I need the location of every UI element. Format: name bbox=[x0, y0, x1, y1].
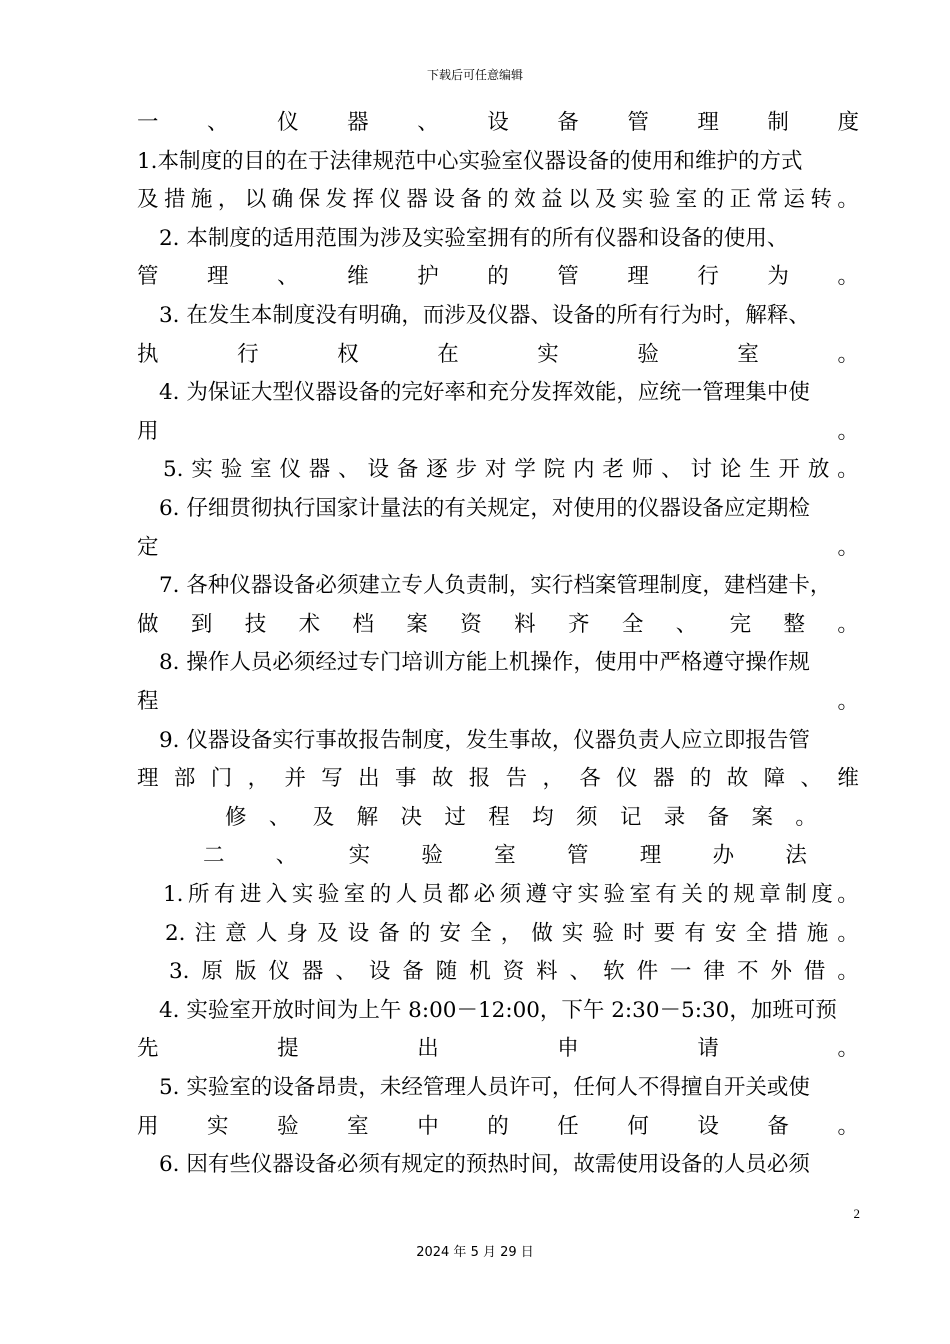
glyph: 术 bbox=[298, 611, 321, 637]
glyph: 。 bbox=[837, 959, 859, 985]
glyph: 、 bbox=[569, 959, 592, 985]
glyph: ， bbox=[217, 187, 240, 213]
glyph: 、 bbox=[207, 110, 229, 135]
text-line bbox=[137, 340, 859, 370]
glyph: 备 bbox=[707, 804, 730, 830]
glyph: 全 bbox=[745, 920, 768, 946]
glyph: 要 bbox=[653, 920, 676, 946]
glyph: 、 bbox=[338, 457, 360, 483]
glyph: 权 bbox=[337, 341, 359, 367]
glyph: 时 bbox=[623, 920, 645, 946]
glyph: 资 bbox=[502, 959, 525, 985]
glyph: 章 bbox=[759, 882, 781, 907]
glyph: 讨 bbox=[690, 457, 712, 483]
glyph: 律 bbox=[703, 959, 726, 985]
text-line bbox=[203, 841, 807, 871]
glyph: 用 bbox=[137, 418, 159, 444]
glyph: 的 bbox=[487, 187, 509, 213]
glyph: 提 bbox=[277, 1036, 299, 1062]
glyph: 。 bbox=[837, 418, 859, 444]
glyph: 。 bbox=[837, 920, 859, 946]
glyph: 关 bbox=[681, 882, 703, 907]
glyph: 学 bbox=[514, 457, 536, 483]
glyph: 验 bbox=[421, 843, 443, 869]
glyph: 管 bbox=[627, 110, 649, 135]
text-line: 6. 仔细贯彻执行国家计量法的有关规定，对使用的仪器设备应定期检 bbox=[159, 496, 810, 521]
glyph: 备 bbox=[557, 110, 579, 135]
glyph: 理 bbox=[639, 843, 662, 869]
glyph: 实 bbox=[621, 187, 644, 213]
glyph: 。 bbox=[837, 264, 859, 290]
glyph: 必 bbox=[473, 882, 496, 907]
glyph: 出 bbox=[417, 1036, 439, 1062]
glyph: 软 bbox=[603, 959, 625, 985]
glyph: 验 bbox=[648, 187, 671, 213]
glyph: 员 bbox=[421, 882, 444, 907]
glyph: 设 bbox=[368, 959, 391, 985]
glyph: 备 bbox=[402, 959, 424, 985]
page-number: 2 bbox=[853, 1206, 860, 1221]
glyph: 、 bbox=[268, 804, 291, 830]
glyph: 实 bbox=[577, 882, 600, 907]
glyph: 设 bbox=[347, 920, 370, 946]
glyph: 室 bbox=[250, 457, 272, 483]
glyph: 修 bbox=[225, 804, 247, 830]
glyph: 、 bbox=[800, 766, 822, 792]
glyph: 转 bbox=[810, 187, 832, 213]
glyph: 及 bbox=[312, 804, 335, 830]
glyph: 人 bbox=[255, 920, 278, 946]
glyph: 室 bbox=[737, 341, 759, 367]
glyph: 验 bbox=[603, 882, 625, 907]
glyph: 原 bbox=[201, 959, 223, 985]
page-footer-date: 2024 年 5 月 29 日 bbox=[416, 1245, 534, 1260]
glyph: 内 bbox=[573, 457, 595, 483]
glyph: 所 bbox=[187, 882, 210, 907]
text-line: 3. 在发生本制度没有明确，而涉及仪器、设备的所有行为时，解释、 bbox=[159, 303, 810, 328]
glyph: 先 bbox=[137, 1036, 159, 1062]
glyph: 规 bbox=[733, 882, 755, 907]
glyph: 意 bbox=[225, 920, 247, 946]
glyph: 及 bbox=[317, 920, 339, 946]
glyph: 常 bbox=[756, 187, 779, 213]
glyph: 有 bbox=[213, 882, 236, 907]
glyph: 备 bbox=[767, 1113, 789, 1139]
glyph: 不 bbox=[736, 959, 759, 985]
glyph: 验 bbox=[637, 341, 659, 367]
glyph: 行 bbox=[697, 264, 719, 290]
glyph: 及 bbox=[594, 187, 617, 213]
glyph: 放 bbox=[807, 457, 830, 483]
glyph: 备 bbox=[460, 187, 482, 213]
text-line bbox=[137, 687, 859, 717]
glyph: 室 bbox=[629, 882, 651, 907]
glyph: 措 bbox=[163, 187, 186, 213]
text-line: 9. 仪器设备实行事故报告制度，发生事故，仪器负责人应立即报告管 bbox=[159, 727, 810, 753]
glyph: 度 bbox=[811, 882, 833, 907]
glyph: 全 bbox=[621, 611, 644, 637]
text-line: 8. 操作人员必须经过专门培训方能上机操作，使用中严格遵守操作规 bbox=[159, 650, 810, 676]
glyph: 室 bbox=[343, 882, 366, 907]
glyph: 以 bbox=[244, 187, 267, 213]
glyph: 施 bbox=[190, 187, 213, 213]
glyph: 申 bbox=[557, 1036, 579, 1062]
glyph: ， bbox=[500, 920, 523, 946]
glyph: 全 bbox=[470, 920, 492, 946]
glyph: 设 bbox=[367, 457, 390, 483]
glyph: 步 bbox=[455, 457, 478, 483]
glyph: 到 bbox=[190, 611, 213, 637]
glyph: 理 bbox=[697, 110, 719, 135]
glyph: 仪 bbox=[379, 187, 401, 213]
glyph: 守 bbox=[551, 882, 574, 907]
glyph: 整 bbox=[783, 611, 806, 637]
glyph: 对 bbox=[484, 457, 507, 483]
glyph: 。 bbox=[837, 689, 859, 714]
glyph: 。 bbox=[795, 804, 817, 830]
glyph: 的 bbox=[707, 882, 729, 907]
glyph: 用 bbox=[137, 1113, 159, 1139]
glyph: 、 bbox=[275, 843, 298, 869]
glyph: 料 bbox=[536, 959, 558, 985]
glyph: 的 bbox=[689, 766, 712, 792]
glyph: 室 bbox=[347, 1113, 369, 1139]
glyph: 的 bbox=[487, 264, 509, 290]
glyph: 验 bbox=[592, 920, 615, 946]
glyph: 记 bbox=[619, 804, 642, 830]
glyph: 院 bbox=[543, 457, 566, 483]
glyph: 并 bbox=[284, 766, 306, 792]
glyph: 做 bbox=[137, 611, 159, 637]
glyph: 入 bbox=[265, 882, 288, 907]
glyph: 故 bbox=[726, 766, 749, 792]
glyph: 一 bbox=[670, 959, 692, 985]
glyph: 、 bbox=[675, 611, 698, 637]
glyph: 理 bbox=[137, 766, 159, 792]
glyph: 法 bbox=[785, 843, 807, 869]
text-line bbox=[137, 185, 859, 215]
glyph: 任 bbox=[557, 1113, 579, 1139]
glyph: 室 bbox=[675, 187, 698, 213]
glyph: 度 bbox=[837, 110, 859, 135]
glyph: 部 bbox=[173, 766, 196, 792]
text-line bbox=[137, 533, 859, 563]
glyph: 的 bbox=[408, 920, 431, 946]
glyph: 老 bbox=[602, 457, 624, 483]
glyph: 请 bbox=[697, 1036, 719, 1062]
text-line: 2. 本制度的适用范围为涉及实验室拥有的所有仪器和设备的使用、 bbox=[159, 225, 789, 251]
glyph: 器 bbox=[301, 959, 324, 985]
glyph: 管 bbox=[566, 843, 589, 869]
text-line bbox=[225, 803, 817, 833]
glyph: 、 bbox=[661, 457, 683, 483]
text-line: 4. 实验室开放时间为上午 8:00－12:00，下午 2:30－5:30，加班可预 bbox=[159, 997, 837, 1023]
glyph: 一 bbox=[137, 110, 159, 135]
glyph: 做 bbox=[531, 920, 553, 946]
glyph: 实 bbox=[291, 882, 314, 907]
glyph: 行 bbox=[237, 341, 259, 367]
glyph: 。 bbox=[837, 341, 859, 367]
glyph: 安 bbox=[439, 920, 461, 946]
glyph: 护 bbox=[417, 264, 439, 290]
glyph: 管 bbox=[137, 264, 159, 290]
glyph: 的 bbox=[369, 882, 392, 907]
glyph: 论 bbox=[719, 457, 742, 483]
text-line: 4. 为保证大型仪器设备的完好率和充分发挥效能，应统一管理集中使 bbox=[159, 380, 810, 406]
glyph: 措 bbox=[776, 920, 798, 946]
glyph: 程 bbox=[488, 804, 510, 830]
glyph: 为 bbox=[767, 264, 789, 290]
glyph: 、 bbox=[417, 110, 439, 135]
glyph: 仪 bbox=[268, 959, 290, 985]
glyph: 发 bbox=[325, 187, 348, 213]
glyph: 实 bbox=[191, 457, 213, 483]
glyph: 验 bbox=[277, 1113, 299, 1139]
text-line: 1.本制度的目的在于法律规范中心实验室仪器设备的使用和维护的方式 bbox=[137, 148, 803, 174]
glyph: 以 bbox=[568, 187, 590, 213]
text-line bbox=[165, 919, 859, 949]
glyph: 器 bbox=[347, 110, 369, 135]
text-line bbox=[137, 1112, 859, 1142]
glyph: 运 bbox=[783, 187, 806, 213]
glyph: 遵 bbox=[525, 882, 548, 907]
glyph: 技 bbox=[244, 611, 267, 637]
glyph: 设 bbox=[433, 187, 455, 213]
glyph: 的 bbox=[702, 187, 725, 213]
glyph: 益 bbox=[541, 187, 563, 213]
glyph: 器 bbox=[653, 766, 675, 792]
glyph: 生 bbox=[749, 457, 771, 483]
text-line bbox=[169, 957, 859, 987]
glyph: 正 bbox=[729, 187, 752, 213]
glyph: 设 bbox=[487, 110, 509, 135]
glyph: 齐 bbox=[568, 611, 590, 637]
glyph: 维 bbox=[837, 766, 859, 792]
text-line: 6. 因有些仪器设备必须有规定的预热时间，故需使用设备的人员必须 bbox=[159, 1152, 810, 1178]
text-line bbox=[137, 262, 859, 292]
glyph: 、 bbox=[277, 264, 299, 290]
glyph: 制 bbox=[785, 882, 807, 907]
glyph: 须 bbox=[499, 882, 522, 907]
glyph: 二 bbox=[203, 843, 225, 869]
glyph: 仪 bbox=[616, 766, 638, 792]
text-line bbox=[163, 455, 859, 485]
text-line bbox=[137, 610, 859, 640]
glyph: 实 bbox=[537, 341, 559, 367]
glyph: 确 bbox=[271, 187, 294, 213]
glyph: 借 bbox=[803, 959, 826, 985]
glyph: 完 bbox=[729, 611, 752, 637]
glyph: 。 bbox=[837, 187, 859, 213]
glyph: 师 bbox=[631, 457, 654, 483]
glyph: 安 bbox=[714, 920, 737, 946]
glyph: 1. bbox=[163, 882, 184, 907]
glyph: 开 bbox=[778, 457, 801, 483]
glyph: 写 bbox=[321, 766, 343, 792]
text-line: 7. 各种仪器设备必须建立专人负责制，实行档案管理制度，建档建卡， bbox=[159, 573, 832, 599]
glyph: 仪 bbox=[279, 457, 301, 483]
glyph: 器 bbox=[308, 457, 331, 483]
glyph: 备 bbox=[378, 920, 400, 946]
glyph: 录 bbox=[663, 804, 686, 830]
glyph: 2. bbox=[165, 920, 186, 946]
glyph: 办 bbox=[712, 843, 735, 869]
glyph: 。 bbox=[837, 611, 859, 637]
glyph: 注 bbox=[194, 920, 217, 946]
glyph: 室 bbox=[494, 843, 516, 869]
glyph: 案 bbox=[751, 804, 774, 830]
glyph: 都 bbox=[447, 882, 470, 907]
glyph: 过 bbox=[444, 804, 466, 830]
glyph: 。 bbox=[837, 457, 859, 483]
text-line bbox=[137, 108, 859, 138]
glyph: 版 bbox=[234, 959, 257, 985]
glyph: 随 bbox=[435, 959, 458, 985]
glyph: 外 bbox=[770, 959, 792, 985]
glyph: 制 bbox=[767, 110, 789, 135]
glyph: 事 bbox=[395, 766, 417, 792]
glyph: ， bbox=[542, 766, 564, 792]
glyph: 理 bbox=[207, 264, 229, 290]
glyph: 验 bbox=[317, 882, 340, 907]
glyph: 实 bbox=[348, 843, 371, 869]
glyph: 告 bbox=[505, 766, 528, 792]
glyph: 决 bbox=[400, 804, 423, 830]
glyph: 门 bbox=[210, 766, 233, 792]
glyph: 逐 bbox=[426, 457, 448, 483]
text-line bbox=[137, 417, 859, 447]
glyph: 3. bbox=[169, 959, 190, 985]
glyph: 故 bbox=[431, 766, 454, 792]
glyph: 有 bbox=[655, 882, 677, 907]
glyph: 。 bbox=[837, 1036, 859, 1062]
glyph: 5. bbox=[163, 457, 184, 483]
glyph: 。 bbox=[837, 534, 859, 560]
glyph: 执 bbox=[137, 341, 159, 367]
glyph: 有 bbox=[684, 920, 706, 946]
glyph: 须 bbox=[576, 804, 598, 830]
glyph: 实 bbox=[207, 1113, 229, 1139]
glyph: 管 bbox=[557, 264, 579, 290]
glyph: 挥 bbox=[352, 187, 375, 213]
glyph: 解 bbox=[356, 804, 379, 830]
glyph: 机 bbox=[469, 959, 491, 985]
glyph: 身 bbox=[286, 920, 308, 946]
glyph: 件 bbox=[636, 959, 659, 985]
glyph: 理 bbox=[627, 264, 649, 290]
glyph: 均 bbox=[532, 804, 554, 830]
glyph: 出 bbox=[358, 766, 380, 792]
page-header: 下载后可任意编辑 bbox=[426, 68, 523, 82]
glyph: 程 bbox=[137, 689, 159, 714]
text-line bbox=[137, 764, 859, 794]
glyph: 维 bbox=[347, 264, 369, 290]
glyph: 各 bbox=[579, 766, 601, 792]
text-line bbox=[163, 880, 859, 910]
glyph: 设 bbox=[697, 1113, 719, 1139]
glyph: 何 bbox=[627, 1113, 649, 1139]
glyph: 。 bbox=[837, 882, 859, 907]
glyph: 备 bbox=[396, 457, 419, 483]
glyph: 报 bbox=[468, 766, 491, 792]
glyph: 的 bbox=[487, 1113, 509, 1139]
glyph: 料 bbox=[514, 611, 536, 637]
glyph: 施 bbox=[806, 920, 829, 946]
glyph: 效 bbox=[514, 187, 536, 213]
text-line bbox=[137, 1034, 859, 1064]
glyph: 保 bbox=[298, 187, 321, 213]
glyph: 中 bbox=[417, 1113, 439, 1139]
glyph: 案 bbox=[406, 611, 428, 637]
glyph: 、 bbox=[335, 959, 357, 985]
text-line: 5. 实验室的设备昂贵，未经管理人员许可，任何人不得擅自开关或使 bbox=[159, 1075, 810, 1100]
glyph: 仪 bbox=[277, 110, 299, 135]
glyph: 定 bbox=[137, 534, 159, 560]
glyph: ， bbox=[247, 766, 270, 792]
glyph: 实 bbox=[561, 920, 584, 946]
glyph: 障 bbox=[763, 766, 786, 792]
glyph: 。 bbox=[837, 1113, 859, 1139]
glyph: 器 bbox=[406, 187, 428, 213]
glyph: 档 bbox=[352, 611, 375, 637]
glyph: 验 bbox=[220, 457, 243, 483]
glyph: 进 bbox=[239, 882, 262, 907]
glyph: 人 bbox=[395, 882, 418, 907]
glyph: 在 bbox=[437, 341, 459, 367]
glyph: 资 bbox=[460, 611, 482, 637]
glyph: 及 bbox=[137, 187, 159, 213]
